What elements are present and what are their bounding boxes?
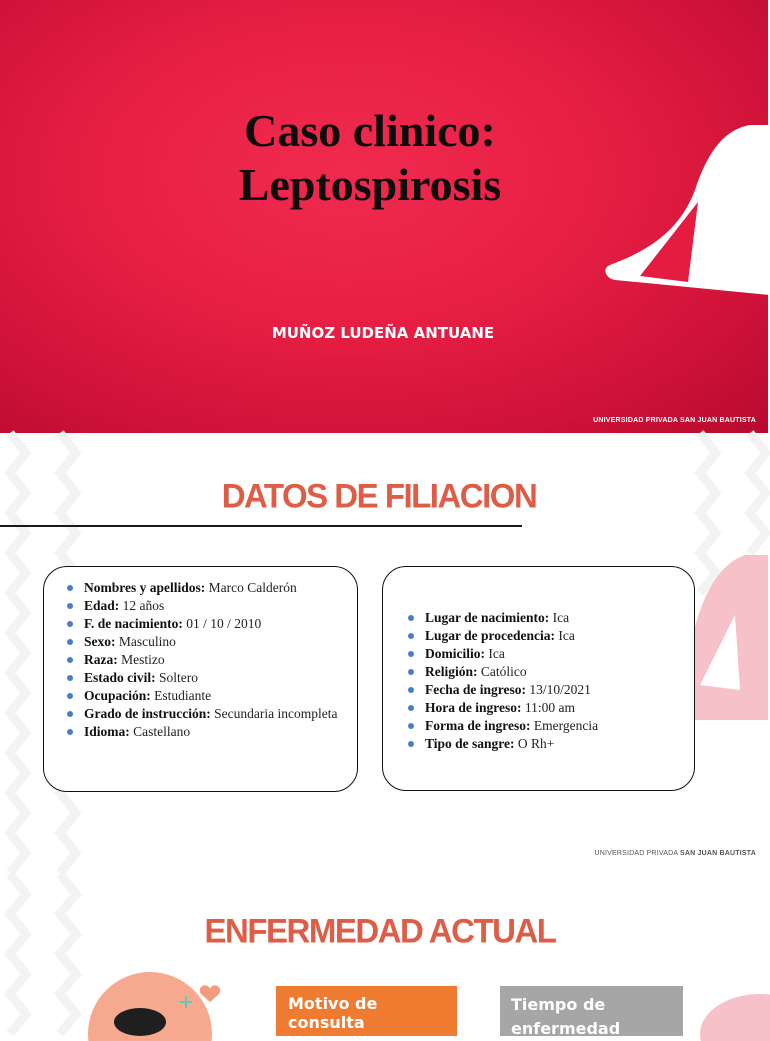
heading-divider	[0, 525, 522, 527]
filiation-item	[84, 579, 347, 597]
title-line-1: Caso clinico:	[244, 105, 496, 156]
current-illness-slide	[0, 874, 768, 1038]
filiation-item	[84, 705, 347, 723]
filiation-value: 12 años	[119, 598, 165, 613]
filiation-value: Emergencia	[530, 718, 599, 733]
filiation-value: 01 / 10 / 2010	[182, 616, 262, 631]
filiation-panel-right	[382, 566, 695, 791]
filiation-item	[425, 735, 684, 753]
filiation-item	[425, 717, 684, 735]
filiation-label: F. de nacimiento:	[84, 616, 183, 631]
filiation-item	[84, 597, 347, 615]
filiation-label: Lugar de nacimiento:	[425, 610, 550, 625]
filiation-label: Fecha de ingreso:	[425, 682, 526, 697]
filiation-label: Religión:	[425, 664, 478, 679]
filiation-label: Grado de instrucción:	[84, 706, 211, 721]
filiation-item	[425, 663, 684, 681]
filiation-list-left	[84, 579, 347, 741]
filiation-value: Estudiante	[150, 688, 212, 703]
filiation-item	[425, 699, 684, 717]
university-name-bold: SAN JUAN BAUTISTA	[680, 850, 756, 857]
filiation-item	[84, 615, 347, 633]
filiation-value: Ica	[549, 610, 570, 625]
filiation-value: Secundaria incompleta	[210, 706, 338, 721]
filiation-label: Hora de ingreso:	[425, 700, 522, 715]
filiation-list-right	[425, 609, 684, 753]
filiation-item	[84, 687, 347, 705]
filiation-label: Raza:	[84, 652, 118, 667]
filiation-label: Lugar de procedencia:	[425, 628, 555, 643]
filiation-label: Sexo:	[84, 634, 116, 649]
university-footer: UNIVERSIDAD PRIVADA SAN JUAN BAUTISTA	[593, 417, 756, 424]
filiation-value: O Rh+	[514, 736, 555, 751]
filiation-value: Ica	[555, 628, 575, 643]
filiation-value: 13/10/2021	[526, 682, 591, 697]
filiation-item	[425, 681, 684, 699]
filiation-item	[84, 651, 347, 669]
author-name: MUÑOZ LUDEÑA ANTUANE	[271, 324, 495, 342]
filiation-slide	[0, 433, 768, 874]
filiation-label: Edad:	[84, 598, 120, 613]
filiation-item	[425, 627, 684, 645]
filiation-value: Marco Calderón	[205, 580, 297, 595]
filiation-label: Tipo de sangre:	[425, 736, 515, 751]
filiation-label: Forma de ingreso:	[425, 718, 531, 733]
filiation-value: Ica	[485, 646, 505, 661]
filiation-label: Domicilio:	[425, 646, 485, 661]
university-footer	[594, 850, 756, 857]
filiation-panel-left	[43, 566, 358, 792]
filiation-value: 11:00 am	[521, 700, 575, 715]
section-heading: ENFERMEDAD ACTUAL	[204, 911, 556, 950]
title-line-2: Leptospirosis	[238, 159, 502, 210]
motivo-consulta-box: Motivo de consulta	[276, 986, 457, 1036]
section-heading: DATOS DE FILIACION	[221, 476, 537, 515]
filiation-value: Católico	[477, 664, 527, 679]
filiation-item	[84, 723, 347, 741]
filiation-item	[425, 609, 684, 627]
filiation-label: Estado civil:	[84, 670, 156, 685]
university-name-regular: UNIVERSIDAD PRIVADA	[594, 850, 680, 857]
filiation-value: Mestizo	[117, 652, 165, 667]
filiation-label: Idioma:	[84, 724, 130, 739]
filiation-value: Masculino	[115, 634, 176, 649]
filiation-item	[84, 669, 347, 687]
filiation-label: Nombres y apellidos:	[84, 580, 206, 595]
filiation-value: Soltero	[155, 670, 199, 685]
filiation-item	[84, 633, 347, 651]
slide-title	[0, 104, 740, 212]
filiation-item	[425, 645, 684, 663]
tiempo-enfermedad-box: Tiempo de enfermedad	[500, 986, 683, 1036]
filiation-value: Castellano	[129, 724, 191, 739]
filiation-label: Ocupación:	[84, 688, 151, 703]
title-slide	[0, 0, 768, 433]
